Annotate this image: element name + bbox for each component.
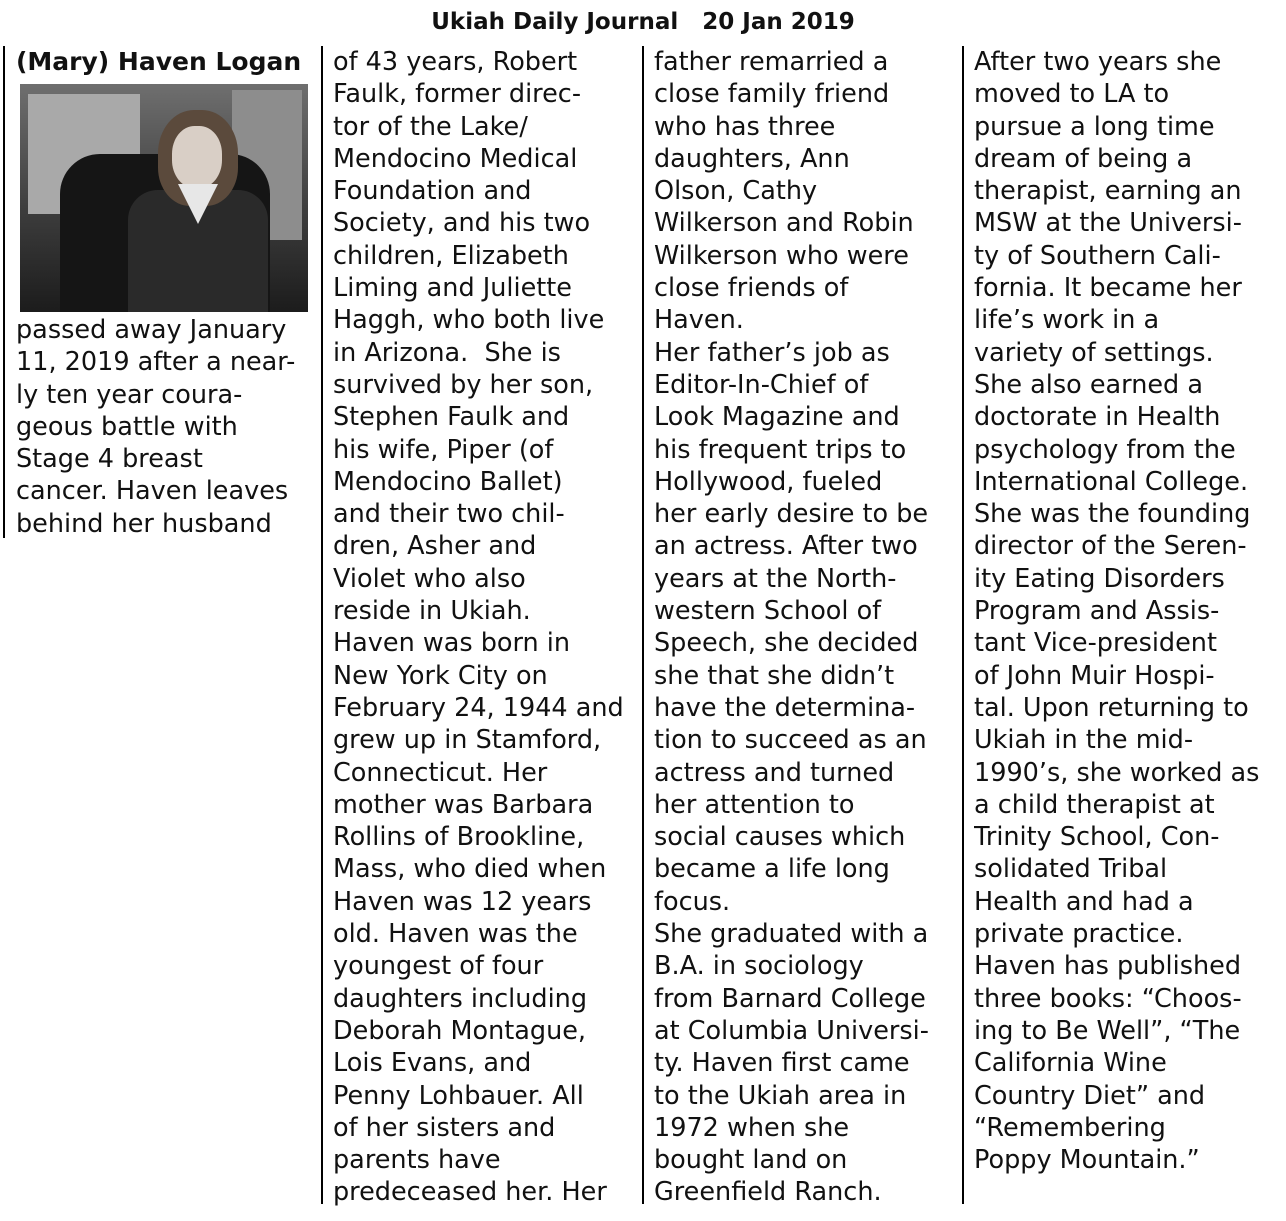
text-line: Haggh, who both live <box>333 305 605 336</box>
column-2-text <box>333 46 638 1209</box>
text-line: Hollywood, fueled <box>654 466 883 497</box>
text-line: parents have <box>333 1145 501 1176</box>
column-1-text <box>16 314 316 540</box>
text-line: who has three <box>654 111 836 142</box>
text-line: in Arizona. She is <box>333 337 561 368</box>
text-line: Society, and his two <box>333 208 591 239</box>
text-line: She was the founding <box>974 499 1251 530</box>
text-line: director of the Seren- <box>974 531 1247 562</box>
text-line: his wife, Piper (of <box>333 434 554 465</box>
text-line: Editor-In-Chief of <box>654 369 869 400</box>
text-line: ty. Haven first came <box>654 1048 910 1079</box>
text-line: Haven. <box>654 305 744 336</box>
text-line: moved to LA to <box>974 79 1170 110</box>
text-line: Greenfield Ranch. <box>654 1177 882 1208</box>
text-line: Stage 4 breast <box>16 444 203 475</box>
text-line: have the determina- <box>654 692 916 723</box>
text-line: tor of the Lake/ <box>333 111 528 142</box>
text-line: from Barnard College <box>654 983 926 1014</box>
text-line: Stephen Faulk and <box>333 402 570 433</box>
column-rule-2 <box>642 46 644 1204</box>
text-line: grew up in Stamford, <box>333 725 602 756</box>
text-line: doctorate in Health <box>974 402 1221 433</box>
masthead <box>0 4 1286 40</box>
text-line: dream of being a <box>974 143 1193 174</box>
text-line: behind her husband <box>16 508 272 539</box>
column-3-text <box>654 46 958 1209</box>
text-line: old. Haven was the <box>333 919 578 950</box>
text-line: Deborah Montague, <box>333 1015 587 1046</box>
text-line: three books: “Choos- <box>974 983 1242 1014</box>
text-line: Wilkerson and Robin <box>654 208 914 239</box>
text-line: B.A. in sociology <box>654 951 864 982</box>
text-line: She graduated with a <box>654 919 929 950</box>
text-line: tion to succeed as an <box>654 725 927 756</box>
text-line: psychology from the <box>974 434 1236 465</box>
text-line: private practice. <box>974 919 1184 950</box>
text-line: to the Ukiah area in <box>654 1080 907 1111</box>
text-line: After two years she <box>974 47 1222 77</box>
text-line: Mass, who died when <box>333 854 607 885</box>
text-line: Trinity School, Con- <box>974 822 1220 853</box>
text-line: at Columbia Universi- <box>654 1015 929 1046</box>
text-line: ing to Be Well”, “The <box>974 1015 1241 1046</box>
text-line: Faulk, former direc- <box>333 79 582 110</box>
text-line: mother was Barbara <box>333 789 594 820</box>
text-line: close family friend <box>654 79 890 110</box>
text-line: father remarried a <box>654 47 889 77</box>
text-line: pursue a long time <box>974 111 1215 142</box>
text-line: therapist, earning an <box>974 176 1242 207</box>
text-line: Haven was 12 years <box>333 886 592 917</box>
text-line: became a life long <box>654 854 890 885</box>
text-line: children, Elizabeth <box>333 240 569 271</box>
text-line: bought land on <box>654 1145 848 1176</box>
text-line: youngest of four <box>333 951 544 982</box>
text-line: passed away January <box>16 315 287 345</box>
text-line: close friends of <box>654 273 849 304</box>
text-line: tal. Upon returning to <box>974 692 1249 723</box>
text-line: “Remembering <box>974 1112 1166 1143</box>
text-line: and their two chil- <box>333 499 565 530</box>
text-line: February 24, 1944 and <box>333 692 624 723</box>
text-line: Lois Evans, and <box>333 1048 532 1079</box>
text-line: Country Diet” and <box>974 1080 1206 1111</box>
text-line: ity Eating Disorders <box>974 563 1225 594</box>
text-line: predeceased her. Her <box>333 1177 607 1208</box>
obituary-title: (Mary) Haven Logan <box>16 47 302 76</box>
text-line: Look Magazine and <box>654 402 900 433</box>
text-line: his frequent trips to <box>654 434 907 465</box>
text-line: a child therapist at <box>974 789 1215 820</box>
text-line: Penny Lohbauer. All <box>333 1080 584 1111</box>
text-line: Haven was born in <box>333 628 571 659</box>
text-line: MSW at the Universi- <box>974 208 1242 239</box>
text-line: cancer. Haven leaves <box>16 476 289 507</box>
text-line: 1990’s, she worked as <box>974 757 1260 788</box>
text-line: Wilkerson who were <box>654 240 909 271</box>
text-line: daughters, Ann <box>654 143 850 174</box>
text-line: daughters including <box>333 983 588 1014</box>
text-line: reside in Ukiah. <box>333 596 531 627</box>
publication-date: 20 Jan 2019 <box>702 9 855 35</box>
text-line: New York City on <box>333 660 548 691</box>
text-line: social causes which <box>654 822 906 853</box>
column-rule-1 <box>321 46 323 1204</box>
text-line: of 43 years, Robert <box>333 47 578 77</box>
text-line: California Wine <box>974 1048 1167 1079</box>
text-line: Her father’s job as <box>654 337 890 368</box>
text-line: Program and Assis- <box>974 596 1220 627</box>
text-line: Connecticut. Her <box>333 757 548 788</box>
text-line: She also earned a <box>974 369 1203 400</box>
text-line: 11, 2019 after a near- <box>16 347 296 378</box>
text-line: geous battle with <box>16 411 238 442</box>
text-line: survived by her son, <box>333 369 594 400</box>
text-line: Mendocino Medical <box>333 143 578 174</box>
text-line: International College. <box>974 466 1249 497</box>
text-line: she that she didn’t <box>654 660 895 691</box>
text-line: focus. <box>654 886 731 917</box>
column-rule-left <box>3 46 5 538</box>
text-line: variety of settings. <box>974 337 1214 368</box>
text-line: years at the North- <box>654 563 897 594</box>
text-line: Ukiah in the mid- <box>974 725 1194 756</box>
newspaper-name: Ukiah Daily Journal <box>431 9 679 35</box>
text-line: Rollins of Brookline, <box>333 822 585 853</box>
text-line: Health and had a <box>974 886 1194 917</box>
text-line: actress and turned <box>654 757 895 788</box>
text-line: ty of Southern Cali- <box>974 240 1221 271</box>
text-line: Poppy Mountain.” <box>974 1145 1200 1176</box>
text-line: western School of <box>654 596 882 627</box>
text-line: life’s work in a <box>974 305 1160 336</box>
text-line: Speech, she decided <box>654 628 919 659</box>
text-line: fornia. It became her <box>974 273 1242 304</box>
text-line: 1972 when she <box>654 1112 850 1143</box>
text-line: Foundation and <box>333 176 532 207</box>
text-line: of John Muir Hospi- <box>974 660 1215 691</box>
text-line: her attention to <box>654 789 855 820</box>
text-line: of her sisters and <box>333 1112 556 1143</box>
text-line: an actress. After two <box>654 531 918 562</box>
column-4-text <box>974 46 1282 1176</box>
text-line: dren, Asher and <box>333 531 537 562</box>
text-line: solidated Tribal <box>974 854 1168 885</box>
text-line: Olson, Cathy <box>654 176 818 207</box>
text-line: Liming and Juliette <box>333 273 572 304</box>
text-line: ly ten year coura- <box>16 379 243 410</box>
portrait-photo <box>20 84 308 312</box>
text-line: Haven has published <box>974 951 1242 982</box>
text-line: Mendocino Ballet) <box>333 466 563 497</box>
text-line: tant Vice-president <box>974 628 1217 659</box>
column-rule-3 <box>962 46 964 1204</box>
text-line: her early desire to be <box>654 499 929 530</box>
text-line: Violet who also <box>333 563 526 594</box>
